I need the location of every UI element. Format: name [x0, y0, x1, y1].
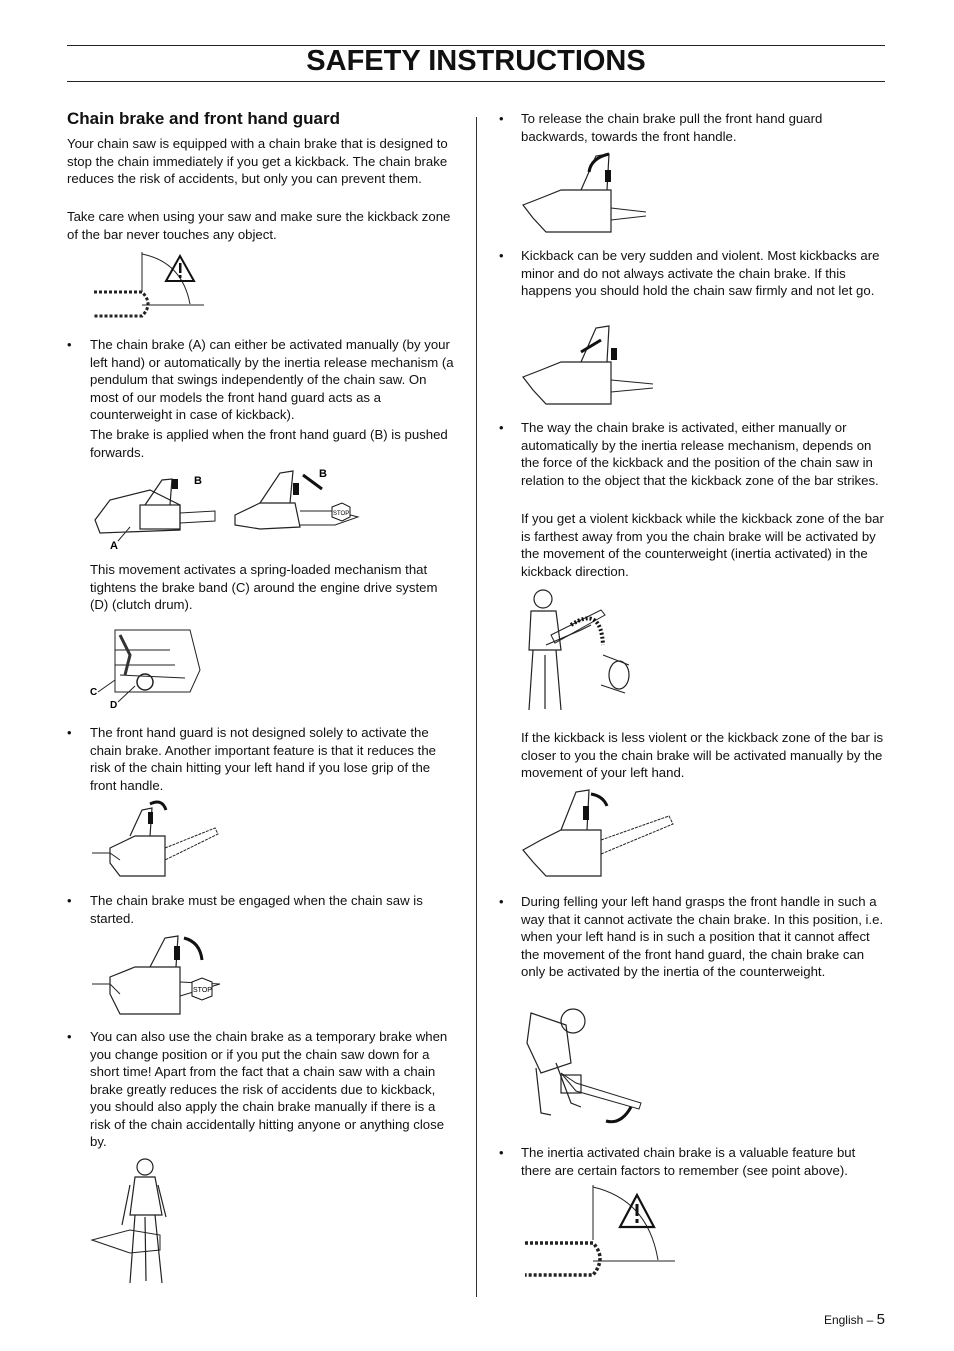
inertia-activation-illustration — [521, 585, 636, 715]
bullet-spring-mechanism: This movement activates a spring-loaded mechanism that tightens the brake band (C) around the engine drive system (D) (clutch drum). — [90, 562, 438, 612]
hand-guard-protection-illustration — [90, 798, 225, 882]
bullet-kickback-sudden: Kickback can be very sudden and violent. Most kickbacks are minor and do not always activate the chain brake. If this happens you should hold the chain saw firmly and not let go. — [521, 248, 880, 298]
warning-triangle-icon — [166, 256, 194, 281]
brake-engaged-illustration — [90, 932, 225, 1017]
bullet-violent-kickback: If you get a violent kickback while the kickback zone of the bar is farthest away from you the chain brake will be activated by the movement of the counterweight (inertia activated) in the kickback direction. — [521, 511, 884, 579]
bullet-brake-applied: The brake is applied when the front hand guard (B) is pushed forwards. — [90, 427, 448, 460]
footer-language: English — [823, 1313, 864, 1327]
page-number: 5 — [876, 1311, 885, 1328]
bullet-felling-grip: During felling your left hand grasps the front handle in such a way that it cannot activate the chain brake. In this position, i.e. when your left hand is in such a position that it cannot affect the movement of the front hand guard, the chain brake can only be activated by the inertia of the counterweight. — [521, 894, 884, 979]
label-b-right: B — [319, 468, 327, 480]
bullet-activation-method: The way the chain brake is activated, either manually or automatically by the inertia release mechanism, depends on the force of the kickback and the position of the chain saw in relation to the object that the kickback zone of the bar strikes. — [521, 420, 879, 488]
svg-text:STOP: STOP — [333, 511, 350, 517]
bullet-marker: • — [67, 893, 72, 908]
stop-sign-icon — [192, 978, 212, 1000]
kickback-zone-illustration-2 — [523, 1185, 678, 1285]
bullet-marker: • — [499, 111, 504, 126]
bullet-marker: • — [67, 725, 72, 740]
stop-sign-icon — [332, 503, 350, 521]
bullet-marker: • — [499, 894, 504, 909]
manual-activation-illustration — [521, 784, 676, 882]
bullet-hand-guard-protection: The front hand guard is not designed solely to activate the chain brake. Another important feature is that it reduces the risk of the chain hitting your left hand if you lose grip of the front handle. — [90, 725, 437, 793]
bullet-chain-brake-activation: The chain brake (A) can either be activated manually (by your left hand) or automatically by the inertia release mechanism (a pendulum that swings independently of the chain saw. On most of our models the front hand guard acts as a counterweight in case of kickback). — [90, 337, 454, 422]
section-heading: Chain brake and front hand guard — [67, 109, 340, 128]
label-a: A — [110, 540, 118, 552]
release-brake-illustration — [521, 150, 646, 236]
svg-text:STOP: STOP — [193, 987, 212, 994]
label-d: D — [110, 700, 118, 711]
kickback-zone-illustration — [92, 252, 207, 327]
column-divider — [476, 117, 477, 1297]
bullet-inertia-factors: The inertia activated chain brake is a valuable feature but there are certain factors to remember (see point above). — [521, 1145, 856, 1178]
bullet-brake-engaged-start: The chain brake must be engaged when the chain saw is started. — [90, 893, 423, 926]
header-rule-bottom — [67, 81, 885, 82]
brake-band-illustration — [90, 620, 205, 712]
footer-separator: – — [863, 1313, 877, 1327]
felling-position-illustration — [521, 1003, 646, 1128]
bullet-marker: • — [499, 1145, 504, 1160]
bullet-marker: • — [499, 248, 504, 263]
bullet-less-violent-kickback: If the kickback is less violent or the kickback zone of the bar is closer to you the chain brake will be activated manually by the movement of your left hand. — [521, 730, 884, 780]
bullet-marker: • — [67, 1029, 72, 1044]
page-footer — [824, 1311, 885, 1328]
bullet-temporary-brake: You can also use the chain brake as a temporary brake when you change position or if you put the chain saw down for a short time! Apart from the fact that a chain saw with a chain brake greatly reduces the risk of accidents due to kickback, you should also apply the chain brake manually if there is a risk of the chain accidentally hitting anyone or anything close by. — [90, 1029, 448, 1149]
chain-brake-parts-illustration — [90, 465, 365, 553]
hold-firmly-illustration — [521, 322, 656, 408]
warning-triangle-icon — [620, 1195, 654, 1227]
intro-paragraph-1: Your chain saw is equipped with a chain brake that is designed to stop the chain immediately if you get a kickback. The chain brake reduces the risk of accidents, but only you can prevent them. — [67, 136, 448, 186]
label-c: C — [90, 687, 98, 698]
bullet-marker: • — [499, 420, 504, 435]
intro-paragraph-2: Take care when using your saw and make sure the kickback zone of the bar never touches any object. — [67, 209, 451, 242]
operator-carrying-saw-illustration — [90, 1155, 175, 1285]
bullet-marker: • — [67, 337, 72, 352]
bullet-release-brake: To release the chain brake pull the front hand guard backwards, towards the front handle. — [521, 111, 823, 144]
label-b-left: B — [194, 475, 202, 487]
page-title: SAFETY INSTRUCTIONS — [306, 45, 646, 77]
